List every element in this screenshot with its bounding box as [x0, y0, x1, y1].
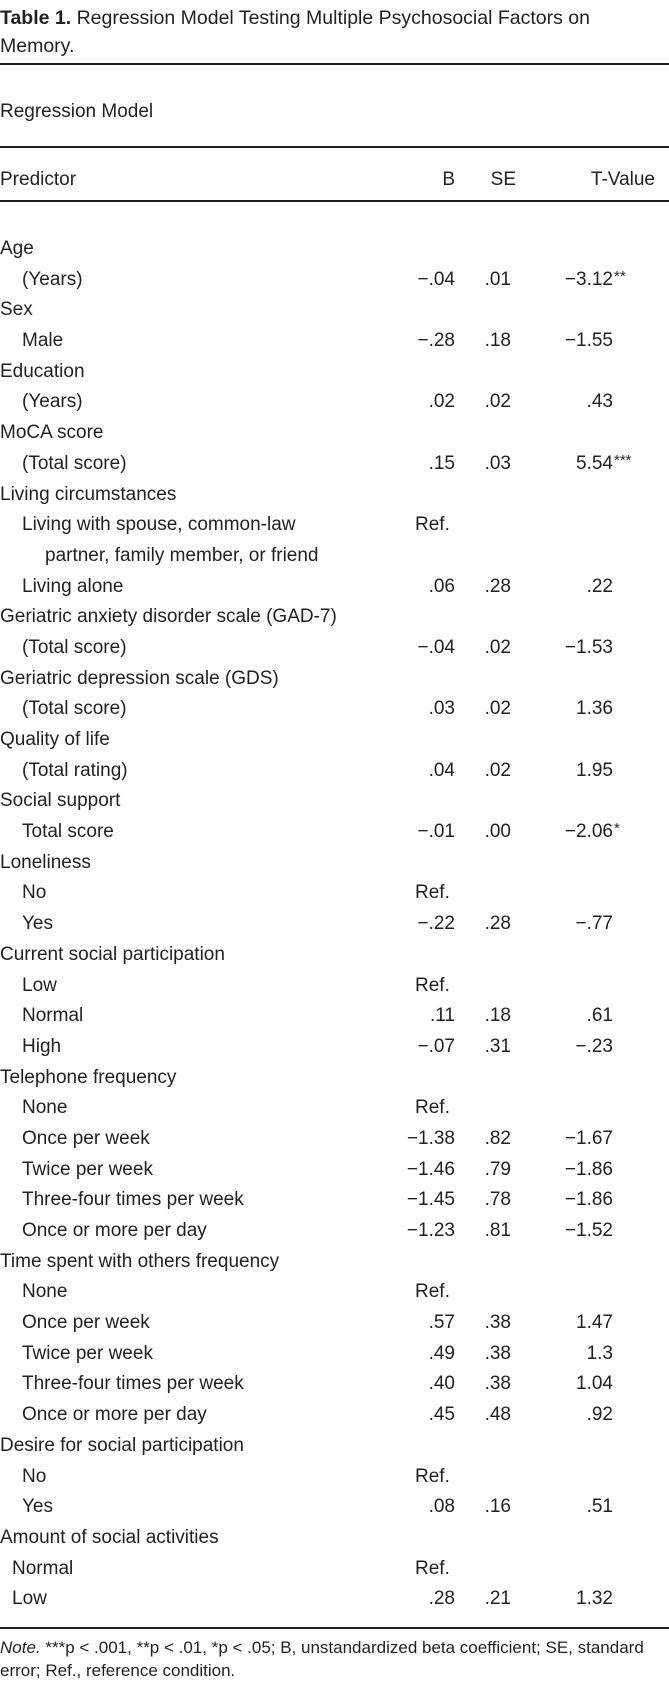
t-value: −2.06 — [564, 821, 613, 843]
subheading-rule — [0, 146, 669, 148]
se-value: .21 — [484, 1588, 511, 1610]
table-row — [0, 1216, 669, 1247]
predictor-label: (Total score) — [22, 636, 127, 658]
table-row — [0, 602, 669, 633]
predictor-label: (Years) — [22, 391, 83, 413]
t-value: 1.95 — [576, 759, 613, 781]
predictor-label: Twice per week — [22, 1158, 153, 1180]
se-value: .02 — [484, 636, 511, 658]
table-caption: Regression Model Testing Multiple Psychosocial Factors on Memory. — [0, 7, 590, 57]
table-row — [0, 1063, 669, 1094]
se-value: .38 — [484, 1312, 511, 1334]
se-value: .02 — [484, 759, 511, 781]
b-value: .11 — [429, 1005, 455, 1027]
table-row — [0, 848, 669, 879]
b-value: .28 — [428, 1588, 455, 1610]
table-row — [0, 971, 669, 1002]
table-row — [0, 357, 669, 388]
predictor-label: Twice per week — [22, 1342, 153, 1364]
predictor-label: Age — [0, 238, 34, 259]
significance-stars: *** — [614, 451, 632, 469]
table-row — [0, 1554, 669, 1585]
se-value: .03 — [484, 452, 511, 474]
b-value: .06 — [428, 575, 455, 597]
table-subheading: Regression Model — [0, 101, 154, 122]
table-row — [0, 1277, 669, 1308]
b-value: .49 — [428, 1342, 455, 1364]
predictor-label: Education — [0, 360, 85, 382]
table-row — [0, 909, 669, 940]
predictor-label: Geriatric anxiety disorder scale (GAD-7) — [0, 606, 337, 628]
header-rule — [0, 200, 669, 202]
note-text: ***p < .001, **p < .01, *p < .05; B, unstandardized beta coefficient; SE, standard error; Ref., reference condition. — [0, 1638, 644, 1680]
bottom-rule — [0, 1627, 669, 1629]
table-row — [0, 633, 669, 664]
b-value: Ref. — [415, 1557, 450, 1579]
b-value: .02 — [428, 391, 455, 413]
se-value: .18 — [484, 1005, 511, 1027]
table-row — [0, 1462, 669, 1493]
se-value: .02 — [484, 391, 511, 413]
table-row — [0, 694, 669, 725]
b-value: −.22 — [417, 913, 455, 935]
t-value: .22 — [586, 575, 613, 597]
t-value: .43 — [586, 391, 613, 413]
b-value: −.01 — [417, 821, 455, 843]
predictor-label: (Total score) — [22, 698, 127, 720]
predictor-label: Living circumstances — [0, 483, 177, 505]
predictor-label: Low — [12, 1588, 47, 1610]
se-value: .38 — [484, 1342, 511, 1364]
se-value: .00 — [484, 821, 511, 843]
table-row — [0, 1247, 669, 1278]
t-value: 5.54 — [576, 452, 613, 474]
predictor-label: Amount of social activities — [0, 1526, 219, 1548]
t-value: −3.12 — [564, 268, 613, 290]
predictor-label: Desire for social participation — [0, 1434, 244, 1456]
se-value: .01 — [484, 268, 511, 290]
header-se: SE — [490, 169, 516, 190]
b-value: −1.23 — [406, 1220, 455, 1241]
t-value: 1.47 — [576, 1312, 613, 1334]
table-row — [0, 1431, 669, 1462]
predictor-label: High — [22, 1035, 62, 1057]
table-row — [0, 1093, 669, 1124]
table-row — [0, 418, 669, 449]
predictor-label: Yes — [22, 913, 53, 935]
predictor-label: Telephone frequency — [0, 1066, 177, 1088]
b-value: .45 — [428, 1404, 455, 1426]
se-value: .79 — [484, 1158, 511, 1180]
table-row — [0, 541, 669, 572]
b-value: .04 — [428, 759, 455, 781]
table-row — [0, 1124, 669, 1155]
b-value: Ref. — [415, 1097, 450, 1119]
b-value: .40 — [428, 1373, 455, 1395]
table-row — [0, 234, 669, 265]
predictor-label: Once or more per day — [22, 1404, 207, 1426]
b-value: Ref. — [415, 882, 450, 904]
t-value: 1.32 — [576, 1588, 613, 1610]
table-row — [0, 1492, 669, 1523]
b-value: .08 — [428, 1496, 455, 1518]
b-value: −1.45 — [406, 1189, 455, 1211]
t-value: 1.04 — [576, 1373, 613, 1395]
b-value: −.07 — [417, 1035, 455, 1057]
header-predictor: Predictor — [0, 169, 77, 190]
se-value: .48 — [484, 1404, 511, 1426]
table-row — [0, 295, 669, 326]
table-title — [0, 4, 669, 60]
predictor-label: No — [22, 1465, 47, 1487]
se-value: .82 — [484, 1127, 511, 1149]
predictor-label: (Total score) — [22, 452, 127, 474]
se-value: .28 — [484, 575, 511, 597]
se-value: .28 — [484, 913, 511, 935]
t-value: .92 — [586, 1404, 613, 1426]
predictor-label: None — [22, 1281, 68, 1303]
t-value: −1.52 — [564, 1220, 613, 1241]
predictor-label: Male — [22, 330, 64, 352]
b-value: Ref. — [415, 514, 450, 536]
b-value: Ref. — [415, 1465, 450, 1487]
table-row — [0, 786, 669, 817]
table-row — [0, 817, 669, 848]
se-value: .81 — [484, 1220, 511, 1241]
t-value: −1.53 — [564, 636, 613, 658]
table-row — [0, 878, 669, 909]
predictor-label: Sex — [0, 299, 33, 321]
t-value: −.77 — [575, 913, 613, 935]
table-row — [0, 1339, 669, 1370]
table-label: Table 1. — [0, 7, 72, 29]
b-value: .15 — [428, 452, 455, 474]
table-row — [0, 940, 669, 971]
table-row — [0, 756, 669, 787]
b-value: −1.38 — [406, 1127, 455, 1149]
predictor-label: MoCA score — [0, 422, 104, 444]
predictor-label: No — [22, 882, 47, 904]
predictor-label: Once per week — [22, 1312, 150, 1334]
table-row — [0, 449, 669, 480]
b-value: .03 — [428, 698, 455, 720]
predictor-label: Normal — [12, 1557, 74, 1579]
significance-stars: * — [614, 820, 620, 838]
b-value: Ref. — [415, 1281, 450, 1303]
predictor-label: Three-four times per week — [22, 1189, 244, 1211]
se-value: .78 — [484, 1189, 511, 1211]
predictor-label: Time spent with others frequency — [0, 1250, 280, 1272]
t-value: −.23 — [575, 1035, 613, 1057]
se-value: .02 — [484, 698, 511, 720]
b-value: −.04 — [417, 268, 455, 290]
table-row — [0, 480, 669, 511]
t-value: 1.36 — [576, 698, 613, 720]
b-value: −.04 — [417, 636, 455, 658]
predictor-label: Total score — [22, 821, 114, 843]
se-value: .38 — [484, 1373, 511, 1395]
predictor-label: None — [22, 1097, 68, 1119]
predictor-label: Normal — [22, 1005, 84, 1027]
predictor-label: Geriatric depression scale (GDS) — [0, 667, 279, 689]
significance-stars: ** — [614, 267, 626, 285]
table-row — [0, 1001, 669, 1032]
top-rule — [0, 63, 669, 65]
predictor-label: Once or more per day — [22, 1220, 207, 1241]
table-row — [0, 265, 669, 296]
table-row — [0, 387, 669, 418]
predictor-label: Once per week — [22, 1127, 150, 1149]
table-row — [0, 1308, 669, 1339]
predictor-label: (Total rating) — [22, 759, 128, 781]
predictor-label: Yes — [22, 1496, 53, 1518]
header-b: B — [442, 169, 455, 190]
table-row — [0, 1523, 669, 1554]
table-body — [0, 234, 669, 1615]
predictor-label: Low — [22, 974, 57, 996]
table-note — [0, 1636, 669, 1682]
se-value: .31 — [484, 1035, 511, 1057]
t-value: −1.67 — [564, 1127, 613, 1149]
table-row — [0, 1185, 669, 1216]
note-label: Note. — [0, 1638, 41, 1657]
se-value: .16 — [484, 1496, 511, 1518]
predictor-label: Living with spouse, common-law — [22, 514, 296, 536]
t-value: −1.86 — [564, 1158, 613, 1180]
table-row — [0, 1400, 669, 1431]
b-value: Ref. — [415, 974, 450, 996]
predictor-label: (Years) — [22, 268, 83, 290]
predictor-label: Current social participation — [0, 943, 225, 965]
t-value: 1.3 — [586, 1342, 613, 1364]
table-header — [0, 166, 669, 194]
t-value: −1.86 — [564, 1189, 613, 1211]
table-row — [0, 510, 669, 541]
table-row — [0, 1369, 669, 1400]
table-row — [0, 725, 669, 756]
predictor-label: Social support — [0, 790, 121, 812]
predictor-label: partner, family member, or friend — [45, 544, 319, 566]
predictor-label: Loneliness — [0, 851, 91, 873]
table-row — [0, 326, 669, 357]
t-value: .61 — [586, 1005, 613, 1027]
table-row — [0, 664, 669, 695]
predictor-label: Living alone — [22, 575, 124, 597]
t-value: .51 — [586, 1496, 613, 1518]
b-value: −1.46 — [406, 1158, 455, 1180]
predictor-label: Quality of life — [0, 729, 110, 750]
b-value: −.28 — [417, 330, 455, 352]
b-value: .57 — [428, 1312, 455, 1334]
header-t-value: T-Value — [590, 169, 655, 190]
t-value: −1.55 — [564, 330, 613, 352]
predictor-label: Three-four times per week — [22, 1373, 244, 1395]
se-value: .18 — [484, 330, 511, 352]
table-row — [0, 1155, 669, 1186]
table-row — [0, 1032, 669, 1063]
table-row — [0, 572, 669, 603]
table-row — [0, 1584, 669, 1615]
